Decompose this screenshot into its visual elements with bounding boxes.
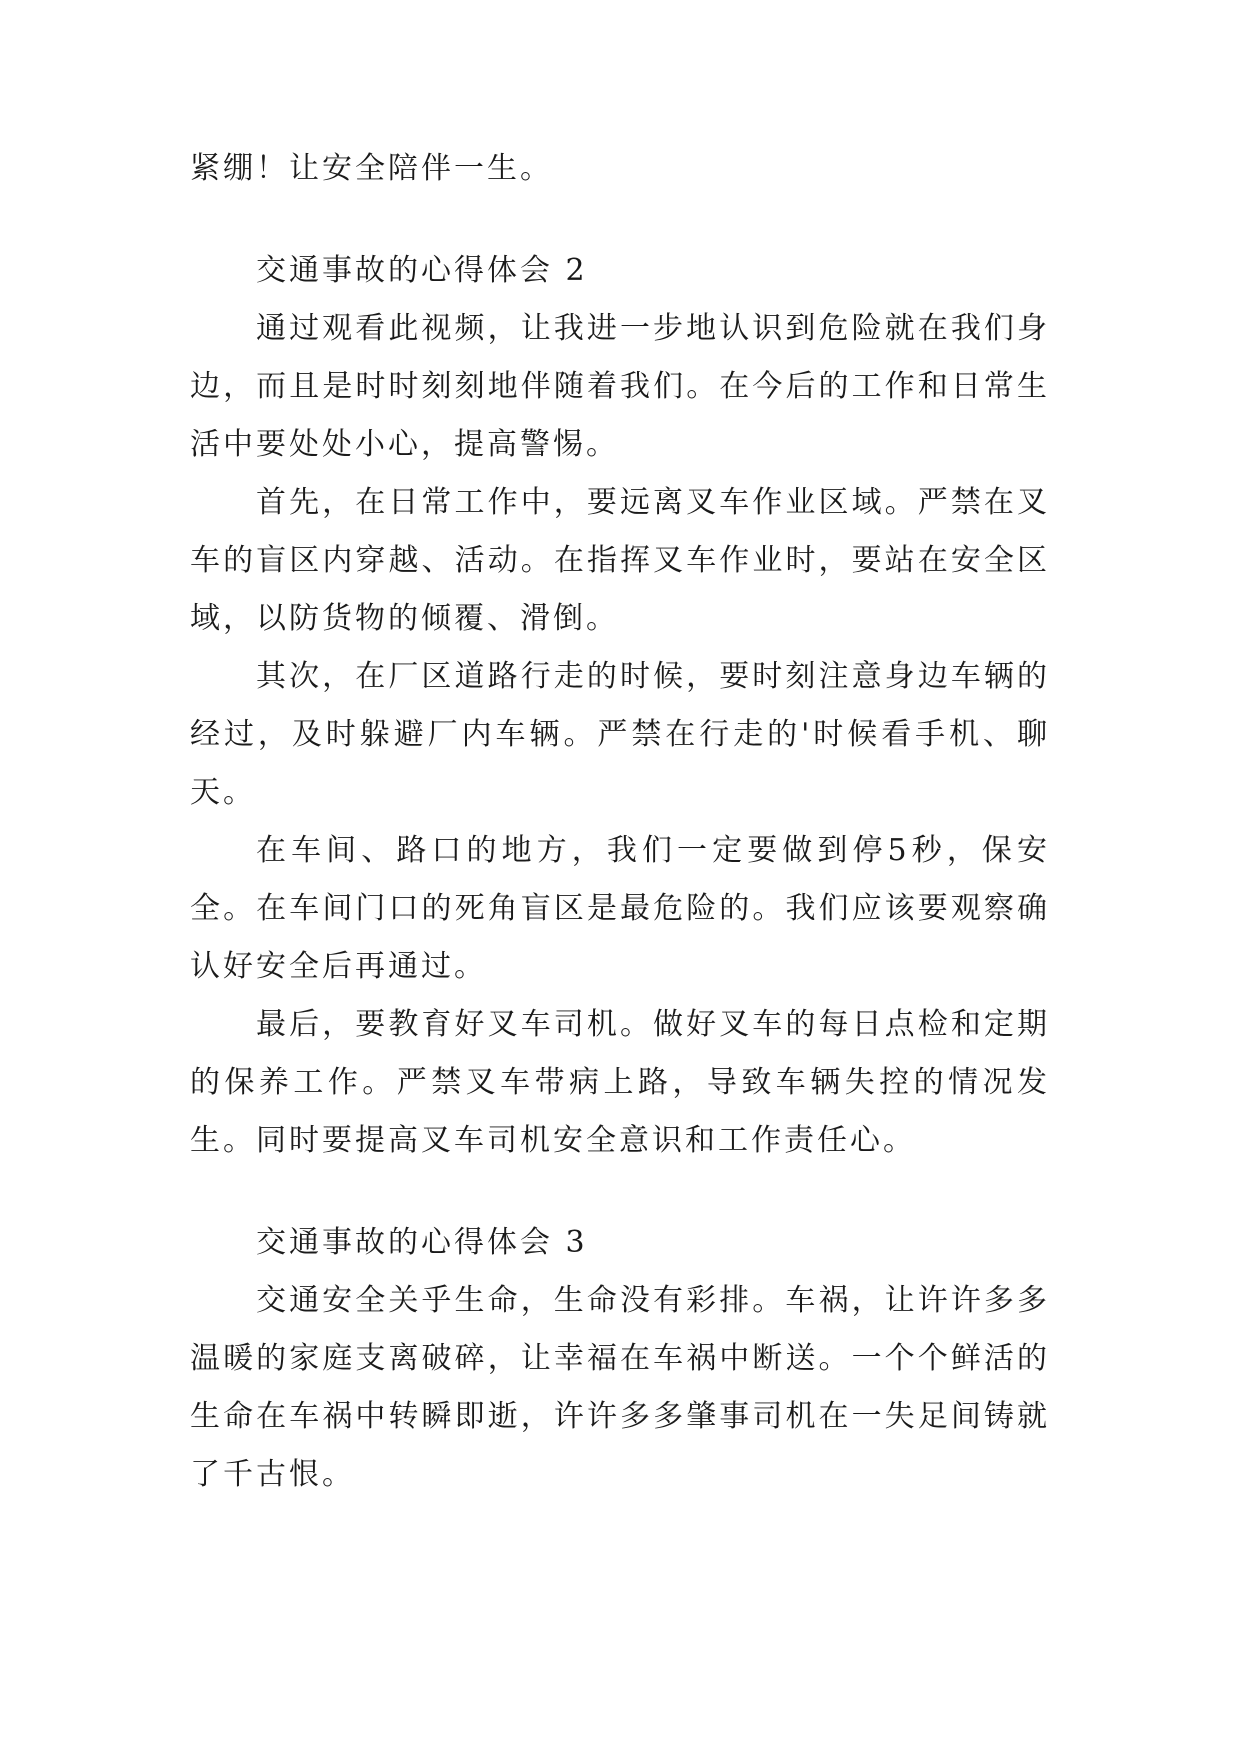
section-2-paragraph-3: 其次，在厂区道路行走的时候，要时刻注意身边车辆的经过，及时躲避厂内车辆。严禁在行走的'时候看手机、聊天。 [190,659,1050,810]
section-2-paragraph-1: 通过观看此视频，让我进一步地认识到危险就在我们身边，而且是时时刻刻地伴随着我们。在今后的工作和日常生活中要处处小心，提高警惕。 [190,311,1050,462]
section-2-paragraph-4: 在车间、路口的地方，我们一定要做到停5秒，保安全。在车间门口的死角盲区是最危险的。我们应该要观察确认好安全后再通过。 [190,833,1050,984]
section-2-paragraph-5: 最后，要教育好叉车司机。做好叉车的每日点检和定期的保养工作。严禁叉车带病上路，导致车辆失控的情况发生。同时要提高叉车司机安全意识和工作责任心。 [190,1007,1050,1158]
continuation-paragraph: 紧绷！让安全陪伴一生。 [190,151,553,186]
section-3-paragraph-1: 交通安全关乎生命，生命没有彩排。车祸，让许许多多温暖的家庭支离破碎，让幸福在车祸中断送。一个个鲜活的生命在车祸中转瞬即逝，许许多多肇事司机在一失足间铸就了千古恨。 [190,1283,1050,1492]
section-title-2: 交通事故的心得体会 2 [256,253,588,288]
section-2-paragraph-2: 首先，在日常工作中，要远离叉车作业区域。严禁在叉车的盲区内穿越、活动。在指挥叉车作业时，要站在安全区域，以防货物的倾覆、滑倒。 [190,485,1050,636]
section-title-3: 交通事故的心得体会 3 [256,1225,588,1260]
